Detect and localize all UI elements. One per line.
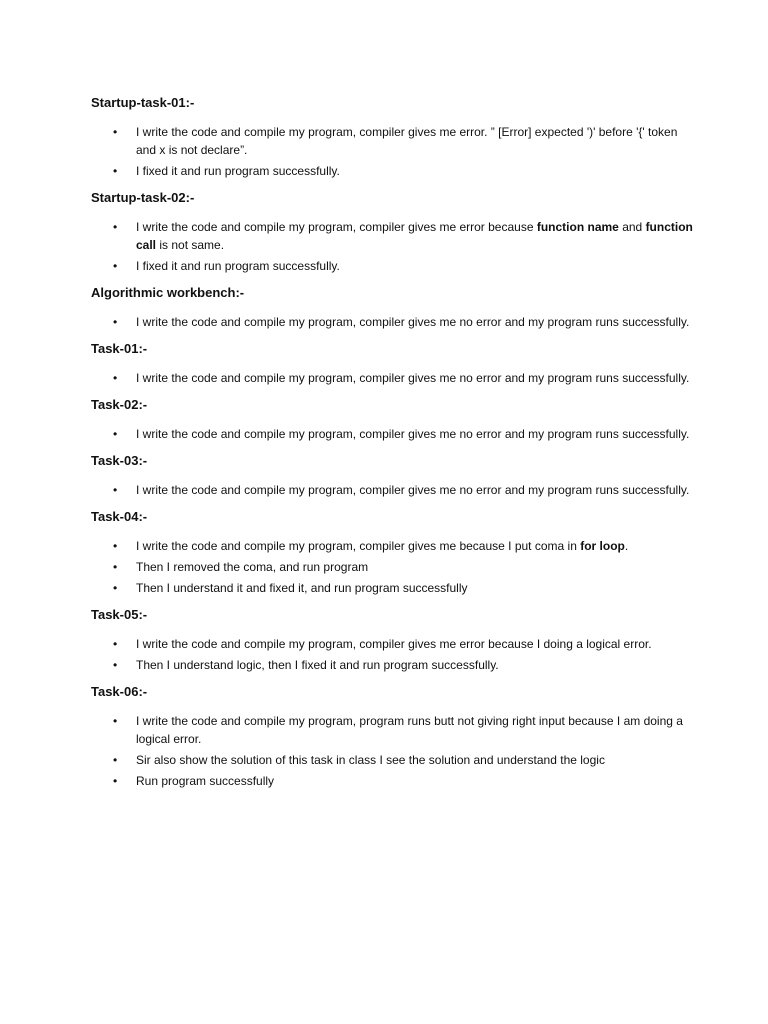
- bullet-item: [91, 579, 698, 597]
- bullet-text: Run program successfully: [136, 774, 275, 788]
- section-heading: Task-06:-: [91, 684, 148, 699]
- bullet-text-bold: function call: [136, 220, 693, 252]
- bullet-text: Then I removed the coma, and run program: [136, 560, 369, 574]
- bullet-text: I write the code and compile my program, compiler gives me error because I doing a logical error.: [136, 637, 652, 651]
- bullet-marker: •: [113, 539, 118, 553]
- bullet-marker: •: [113, 315, 118, 329]
- bullet-list: [91, 425, 698, 443]
- section: [91, 396, 698, 443]
- bullet-marker: •: [113, 483, 118, 497]
- bullet-text: I fixed it and run program successfully.: [136, 164, 340, 178]
- bullet-list: [91, 537, 698, 597]
- section: [91, 683, 698, 790]
- bullet-text: I fixed it and run program successfully.: [136, 259, 340, 273]
- bullet-text: I write the code and compile my program, compiler gives me no error and my program runs successfully.: [136, 483, 690, 497]
- bullet-item: [91, 751, 698, 769]
- section-heading: Task-05:-: [91, 607, 148, 622]
- section-heading: Task-02:-: [91, 397, 148, 412]
- section-heading: Algorithmic workbench:-: [91, 285, 245, 300]
- bullet-marker: •: [113, 125, 118, 139]
- bullet-text: Then I understand it and fixed it, and run program successfully: [136, 581, 468, 595]
- bullet-marker: •: [113, 259, 118, 273]
- bullet-item: [91, 369, 698, 387]
- bullet-text: I write the code and compile my program, program runs butt not giving right input because I am doing a logical error.: [136, 714, 683, 746]
- section-heading: Task-01:-: [91, 341, 148, 356]
- bullet-marker: •: [113, 560, 118, 574]
- bullet-marker: •: [113, 427, 118, 441]
- bullet-item: [91, 712, 698, 748]
- bullet-item: [91, 313, 698, 331]
- section: [91, 606, 698, 674]
- bullet-text: I write the code and compile my program, compiler gives me error. ” [Error] expected ')' before '{' token and x is not declare”.: [136, 125, 678, 157]
- section-heading: Startup-task-02:-: [91, 190, 195, 205]
- bullet-marker: •: [113, 714, 118, 728]
- bullet-item: [91, 656, 698, 674]
- bullet-list: [91, 123, 698, 180]
- bullet-text: Then I understand logic, then I fixed it and run program successfully.: [136, 658, 499, 672]
- section: [91, 508, 698, 597]
- bullet-item: [91, 481, 698, 499]
- bullet-list: [91, 712, 698, 790]
- bullet-marker: •: [113, 581, 118, 595]
- document-body: [91, 94, 698, 790]
- bullet-text-bold: for loop: [580, 539, 625, 553]
- bullet-text: I write the code and compile my program, compiler gives me error because: [136, 220, 537, 234]
- bullet-item: [91, 772, 698, 790]
- bullet-item: [91, 218, 698, 254]
- section-heading: Task-03:-: [91, 453, 148, 468]
- section-heading: Startup-task-01:-: [91, 95, 195, 110]
- bullet-marker: •: [113, 774, 118, 788]
- bullet-text: is not same.: [156, 238, 225, 252]
- section: [91, 284, 698, 331]
- bullet-marker: •: [113, 753, 118, 767]
- bullet-text-bold: function name: [536, 220, 619, 234]
- bullet-text: Sir also show the solution of this task in class I see the solution and understand the logic: [136, 753, 605, 767]
- section: [91, 452, 698, 499]
- bullet-item: [91, 425, 698, 443]
- bullet-item: [91, 162, 698, 180]
- bullet-marker: •: [113, 371, 118, 385]
- bullet-marker: •: [113, 637, 118, 651]
- bullet-item: [91, 537, 698, 555]
- bullet-list: [91, 481, 698, 499]
- bullet-list: [91, 218, 698, 275]
- bullet-item: [91, 257, 698, 275]
- section: [91, 340, 698, 387]
- bullet-list: [91, 369, 698, 387]
- section-heading: Task-04:-: [91, 509, 148, 524]
- section: [91, 94, 698, 180]
- bullet-text: I write the code and compile my program, compiler gives me no error and my program runs successfully.: [136, 315, 690, 329]
- bullet-text: .: [624, 539, 629, 553]
- bullet-item: [91, 558, 698, 576]
- bullet-item: [91, 123, 698, 159]
- bullet-marker: •: [113, 164, 118, 178]
- bullet-text: I write the code and compile my program, compiler gives me no error and my program runs successfully.: [136, 371, 690, 385]
- section: [91, 189, 698, 275]
- bullet-list: [91, 313, 698, 331]
- bullet-marker: •: [113, 220, 118, 234]
- bullet-list: [91, 635, 698, 674]
- bullet-text: I write the code and compile my program, compiler gives me no error and my program runs successfully.: [136, 427, 690, 441]
- bullet-marker: •: [113, 658, 118, 672]
- bullet-text: I write the code and compile my program, compiler gives me because I put coma in: [136, 539, 581, 553]
- bullet-text: and: [618, 220, 646, 234]
- bullet-item: [91, 635, 698, 653]
